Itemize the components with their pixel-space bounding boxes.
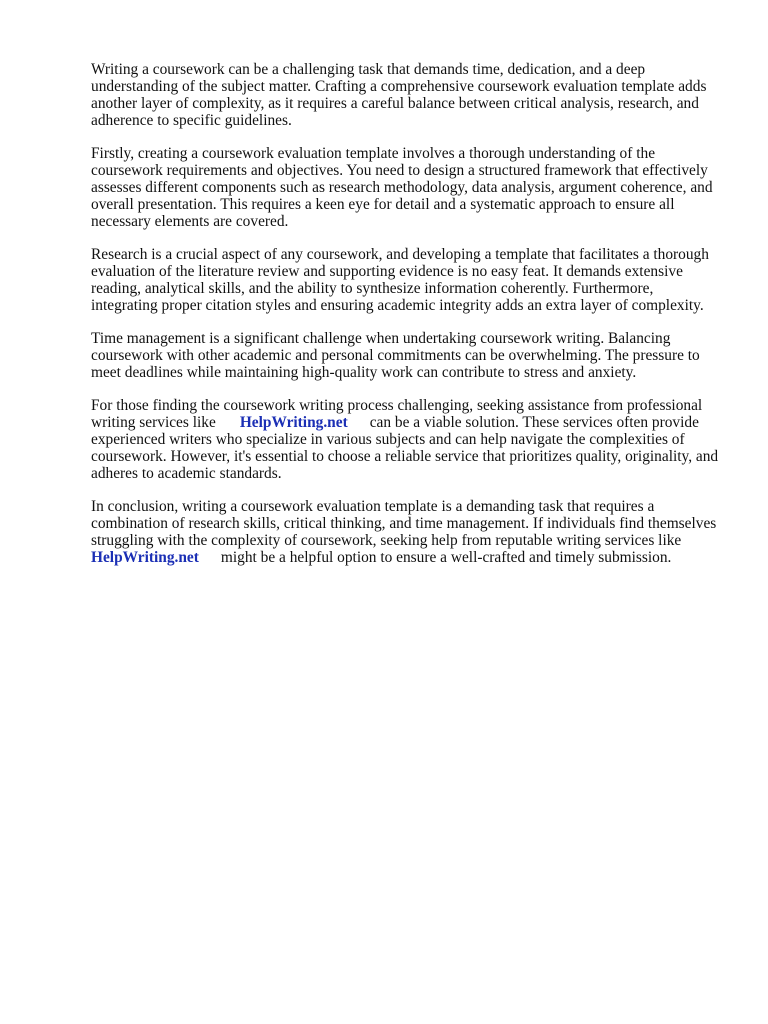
paragraph-line: Time management is a significant challenge when undertaking coursework writing. Balancing bbox=[91, 330, 671, 347]
paragraph-template-design bbox=[91, 145, 739, 230]
paragraph-line: adheres to academic standards. bbox=[91, 465, 282, 482]
paragraph-intro bbox=[91, 61, 739, 129]
paragraph-line: overall presentation. This requires a keen eye for detail and a systematic approach to ensure all bbox=[91, 196, 675, 213]
paragraph-research bbox=[91, 246, 739, 314]
paragraph-line: adherence to specific guidelines. bbox=[91, 112, 292, 129]
paragraph-line: experienced writers who specialize in various subjects and can help navigate the complexities of bbox=[91, 431, 685, 448]
paragraph-line: For those finding the coursework writing process challenging, seeking assistance from professional bbox=[91, 397, 703, 414]
paragraph-line: assesses different components such as research methodology, data analysis, argument coherence, and bbox=[91, 179, 713, 196]
line-text: can be a viable solution. These services often provide bbox=[369, 414, 699, 431]
line-text: writing services like bbox=[91, 414, 216, 431]
helpwriting-link[interactable]: HelpWriting.net bbox=[91, 549, 199, 566]
paragraph-line: Research is a crucial aspect of any coursework, and developing a template that facilitates a thorough bbox=[91, 246, 709, 263]
helpwriting-link[interactable]: HelpWriting.net bbox=[239, 414, 348, 431]
paragraph-line: meet deadlines while maintaining high-quality work can contribute to stress and anxiety. bbox=[91, 364, 637, 381]
paragraph-line-with-link bbox=[91, 414, 739, 431]
paragraph-conclusion bbox=[91, 498, 739, 566]
paragraph-line: reading, analytical skills, and the ability to synthesize information coherently. Furthermore, bbox=[91, 280, 654, 297]
paragraph-line: In conclusion, writing a coursework evaluation template is a demanding task that requires a bbox=[91, 498, 655, 515]
paragraph-line: struggling with the complexity of coursework, seeking help from reputable writing services like bbox=[91, 532, 682, 549]
paragraph-line: coursework with other academic and personal commitments can be overwhelming. The pressure to bbox=[91, 347, 700, 364]
paragraph-line: integrating proper citation styles and ensuring academic integrity adds an extra layer of complexity. bbox=[91, 297, 704, 314]
paragraph-line: Firstly, creating a coursework evaluation template involves a thorough understanding of the bbox=[91, 145, 656, 162]
document-page bbox=[91, 61, 739, 582]
paragraph-line: necessary elements are covered. bbox=[91, 213, 289, 230]
paragraph-line: coursework. However, it's essential to choose a reliable service that prioritizes quality, originality, and bbox=[91, 448, 719, 465]
line-text: might be a helpful option to ensure a well-crafted and timely submission. bbox=[220, 549, 672, 566]
paragraph-line: understanding of the subject matter. Crafting a comprehensive coursework evaluation template adds bbox=[91, 78, 707, 95]
paragraph-line: coursework requirements and objectives. You need to design a structured framework that effectively bbox=[91, 162, 708, 179]
paragraph-line: combination of research skills, critical thinking, and time management. If individuals find themselves bbox=[91, 515, 717, 532]
paragraph-line: evaluation of the literature review and supporting evidence is no easy feat. It demands extensive bbox=[91, 263, 683, 280]
paragraph-line-with-link bbox=[91, 549, 739, 566]
paragraph-time-management bbox=[91, 330, 739, 381]
paragraph-assistance bbox=[91, 397, 739, 482]
paragraph-line: another layer of complexity, as it requires a careful balance between critical analysis, research, and bbox=[91, 95, 699, 112]
paragraph-line: Writing a coursework can be a challenging task that demands time, dedication, and a deep bbox=[91, 61, 646, 78]
